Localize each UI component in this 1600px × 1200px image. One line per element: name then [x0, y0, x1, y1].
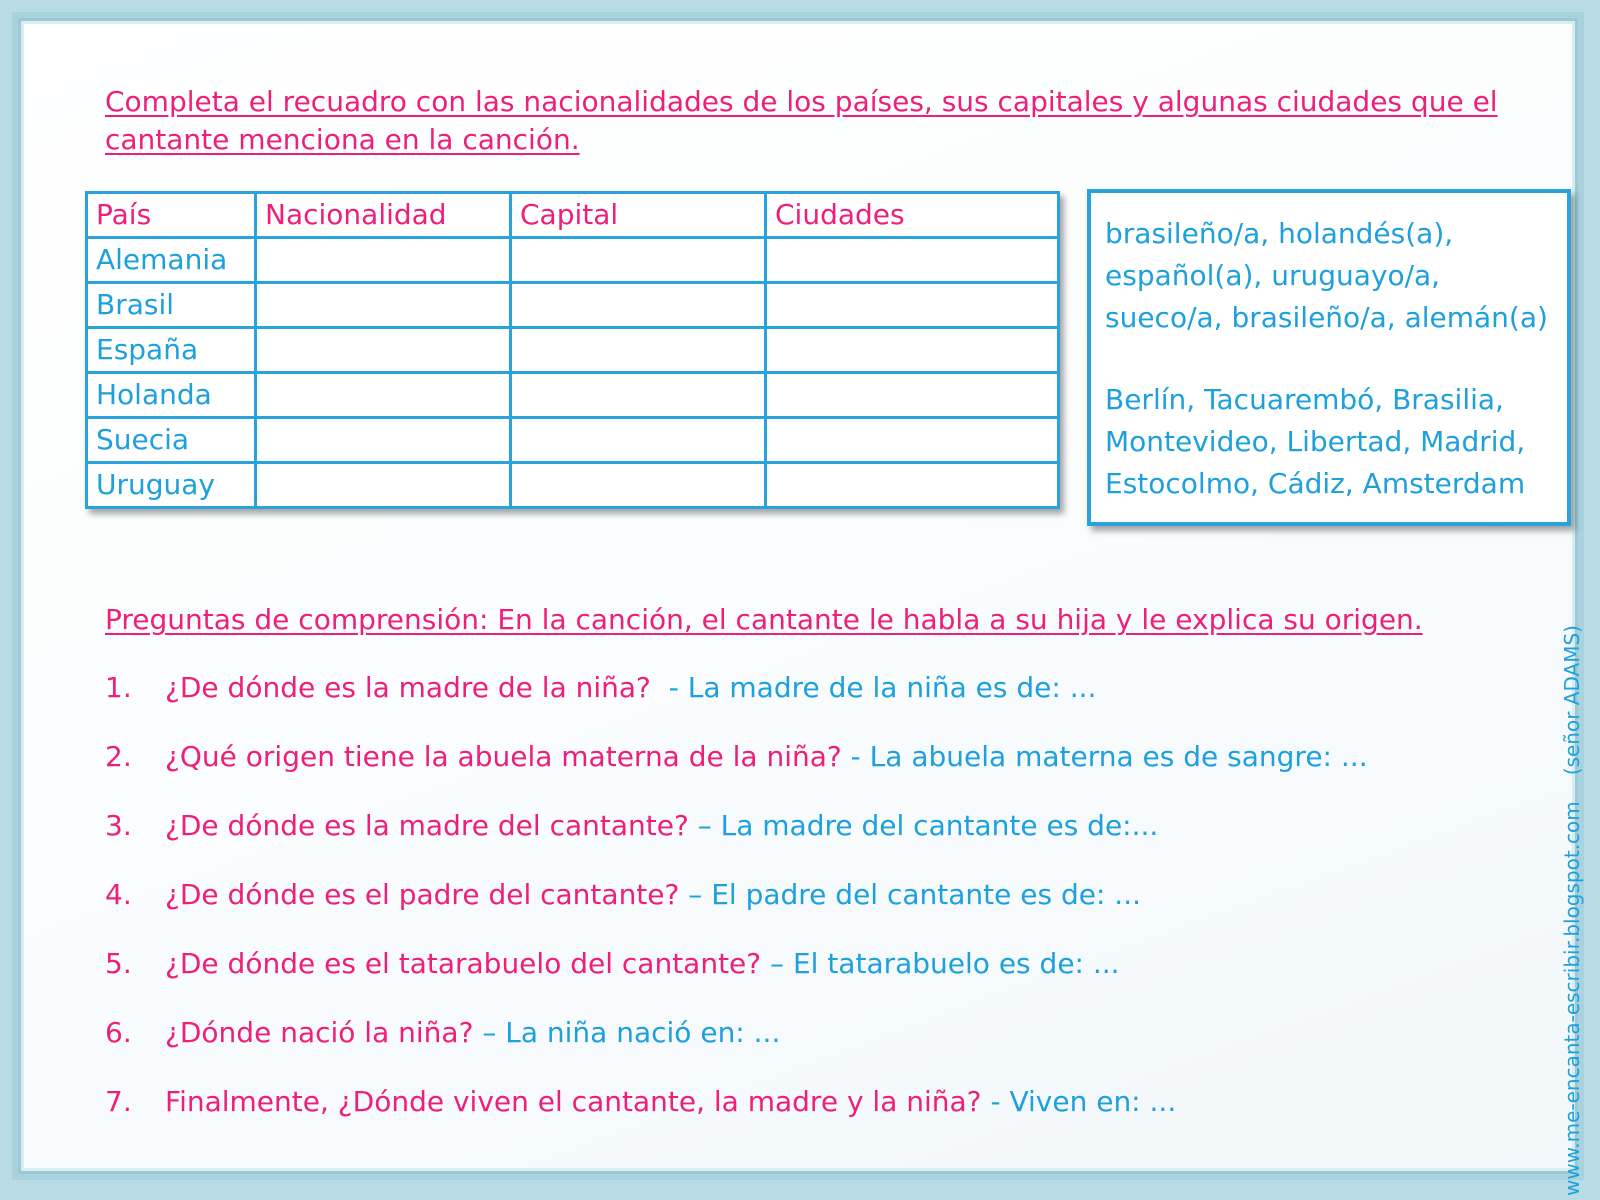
- questions-heading: Preguntas de comprensión: En la canción, el cantante le habla a su hija y le explica su origen.: [105, 603, 1423, 636]
- question-text: ¿De dónde es la madre del cantante?: [165, 809, 689, 842]
- answer-prompt: – La madre del cantante es de:...: [688, 809, 1159, 842]
- cities-cell[interactable]: [766, 238, 1059, 283]
- table-row: [87, 238, 1059, 283]
- question-number: 3.: [105, 809, 132, 842]
- country-cell: Brasil: [87, 283, 256, 328]
- capital-cell[interactable]: [511, 463, 766, 508]
- question-text: ¿De dónde es el padre del cantante?: [165, 878, 680, 911]
- nationalities-list: brasileño/a, holandés(a), español(a), uruguayo/a, sueco/a, brasileño/a, alemán(a): [1105, 217, 1548, 334]
- header-nacionalidad: Nacionalidad: [256, 193, 511, 238]
- question-item: [105, 875, 1525, 944]
- country-table: [85, 191, 1060, 509]
- question-text: ¿De dónde es la madre de la niña?: [165, 671, 651, 704]
- question-text: ¿Dónde nació la niña?: [165, 1016, 474, 1049]
- table-row: [87, 463, 1059, 508]
- answer-prompt: – El padre del cantante es de: ...: [679, 878, 1142, 911]
- question-item: [105, 1082, 1525, 1151]
- capital-cell[interactable]: [511, 283, 766, 328]
- cities-cell[interactable]: [766, 328, 1059, 373]
- question-text: ¿Qué origen tiene la abuela materna de la niña?: [165, 740, 842, 773]
- nationality-cell[interactable]: [256, 238, 511, 283]
- table-row: [87, 328, 1059, 373]
- answer-prompt: - La madre de la niña es de: ...: [650, 671, 1097, 704]
- credit-url: www.me-encanta-escribir.blogspot.com: [1560, 801, 1584, 1196]
- question-number: 6.: [105, 1016, 132, 1049]
- question-text: Finalmente, ¿Dónde viven el cantante, la madre y la niña?: [165, 1085, 982, 1118]
- question-item: [105, 1013, 1525, 1082]
- question-item: [105, 737, 1525, 806]
- country-cell: Holanda: [87, 373, 256, 418]
- capital-cell[interactable]: [511, 238, 766, 283]
- table-row: [87, 373, 1059, 418]
- question-item: [105, 944, 1525, 1013]
- question-number: 2.: [105, 740, 132, 773]
- answer-prompt: – El tatarabuelo es de: ...: [761, 947, 1120, 980]
- nationality-cell[interactable]: [256, 463, 511, 508]
- side-credit: [1559, 625, 1585, 1196]
- capital-cell[interactable]: [511, 418, 766, 463]
- cities-list: Berlín, Tacuarembó, Brasilia, Montevideo, Libertad, Madrid, Estocolmo, Cádiz, Amsterdam: [1105, 383, 1526, 500]
- question-number: 5.: [105, 947, 132, 980]
- country-cell: Suecia: [87, 418, 256, 463]
- question-list: [105, 668, 1525, 1151]
- country-cell: Uruguay: [87, 463, 256, 508]
- nationality-cell[interactable]: [256, 283, 511, 328]
- credit-author: (señor ADAMS): [1560, 625, 1584, 776]
- cities-cell[interactable]: [766, 283, 1059, 328]
- question-number: 4.: [105, 878, 132, 911]
- nationality-cell[interactable]: [256, 373, 511, 418]
- answer-prompt: - Viven en: ...: [981, 1085, 1177, 1118]
- question-text: ¿De dónde es el tatarabuelo del cantante?: [165, 947, 762, 980]
- table-header-row: [87, 193, 1059, 238]
- word-bank-box: [1087, 189, 1571, 526]
- nationality-cell[interactable]: [256, 328, 511, 373]
- question-item: [105, 668, 1525, 737]
- cities-cell[interactable]: [766, 418, 1059, 463]
- header-ciudades: Ciudades: [766, 193, 1059, 238]
- instruction-text: Completa el recuadro con las nacionalidades de los países, sus capitales y algunas ciudades que el cantante menciona en la canción.: [105, 85, 1498, 156]
- cities-cell[interactable]: [766, 373, 1059, 418]
- question-number: 1.: [105, 671, 132, 704]
- table-row: [87, 418, 1059, 463]
- table-row: [87, 283, 1059, 328]
- country-cell: Alemania: [87, 238, 256, 283]
- cities-cell[interactable]: [766, 463, 1059, 508]
- header-capital: Capital: [511, 193, 766, 238]
- question-number: 7.: [105, 1085, 132, 1118]
- answer-prompt: - La abuela materna es de sangre: ...: [841, 740, 1368, 773]
- capital-cell[interactable]: [511, 328, 766, 373]
- question-item: [105, 806, 1525, 875]
- country-cell: España: [87, 328, 256, 373]
- worksheet: [18, 18, 1584, 1196]
- answer-prompt: – La niña nació en: ...: [473, 1016, 781, 1049]
- nationality-cell[interactable]: [256, 418, 511, 463]
- capital-cell[interactable]: [511, 373, 766, 418]
- header-pais: País: [87, 193, 256, 238]
